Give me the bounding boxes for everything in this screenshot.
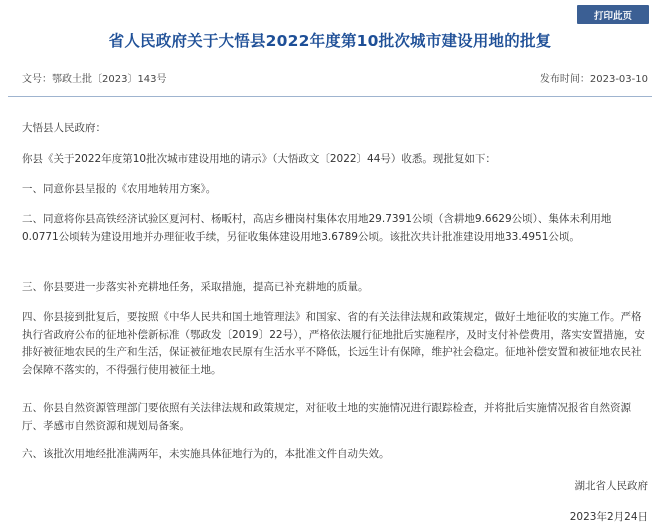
salutation: 大悟县人民政府： <box>22 122 106 134</box>
paragraph-item-6: 六、该批次用地经批准满两年，未实施具体征地行为的，本批准文件自动失效。 <box>22 448 390 460</box>
sign-date: 2023年2月24日 <box>569 511 648 523</box>
publish-date-value: 2023-03-10 <box>589 74 648 85</box>
header-divider <box>8 96 652 97</box>
document-meta <box>22 70 648 84</box>
paragraph-item-5: 五、你县自然资源管理部门要依照有关法律法规和政策规定，对征收土地的实施情况进行跟踪检查，并将批后实施情况报省自然资源厅、孝感市自然资源和规划局备案。 <box>22 402 631 432</box>
signature: 湖北省人民政府 <box>574 480 648 492</box>
paragraph-item-1: 一、同意你县呈报的《农用地转用方案》。 <box>22 183 217 195</box>
doc-number-value: 鄂政土批〔2023〕143号 <box>52 74 167 85</box>
paragraph-item-4: 四、你县接到批复后，要按照《中华人民共和国土地管理法》和国家、省的有关法律法规和政策规定，做好土地征收的实施工作。严格执行省政府公布的征地补偿新标准（鄂政发〔2019〕22号），严格依法履行征地批后实施程序，及时支付补偿费用，落实安置措施，安排好被征地农民的生产和生活，保证被征地农民原有生活水平不降低，长远生计有保障，维护社会稳定。征地补偿安置和被征地农民社会保障不落实的，不得强行使用被征土地。 <box>22 311 645 376</box>
paragraph-item-2: 二、同意将你县高铁经济试验区夏河村、杨畈村，高店乡栅岗村集体农用地29.7391公顷（含耕地9.6629公顷）、集体未利用地0.0771公顷转为建设用地并办理征收手续，另征收集体建设用地3.6789公顷。该批次共计批准建设用地33.4951公顷。 <box>22 213 612 243</box>
paragraph-item-3: 三、你县要进一步落实补充耕地任务，采取措施，提高已补充耕地的质量。 <box>22 281 369 293</box>
publish-date <box>540 70 648 85</box>
doc-number <box>22 70 167 85</box>
doc-number-label: 文号： <box>22 74 52 85</box>
print-page-button[interactable]: 打印此页 <box>577 5 649 24</box>
page-title: 省人民政府关于大悟县2022年度第10批次城市建设用地的批复 <box>108 32 552 50</box>
publish-date-label: 发布时间： <box>539 74 590 85</box>
paragraph-intro: 你县《关于2022年度第10批次城市建设用地的请示》（大悟政文〔2022〕44号）收悉。现批复如下： <box>22 153 496 165</box>
